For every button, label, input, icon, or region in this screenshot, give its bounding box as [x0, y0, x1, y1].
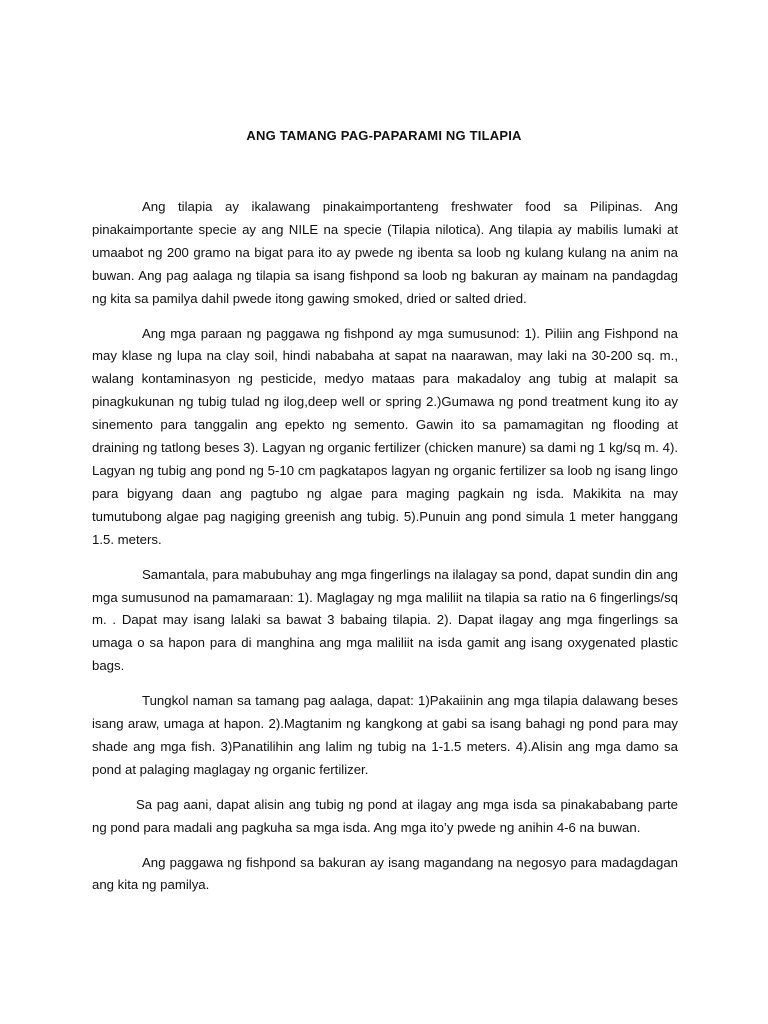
paragraph-harvest: Sa pag aani, dapat alisin ang tubig ng pond at ilagay ang mga isda sa pinakababang parte ng pond para madali ang pagkuha sa mga isda. Ang mga ito’y pwede ng anihin 4-6 na buwan. — [92, 796, 678, 835]
document-body — [92, 196, 678, 909]
document-title: ANG TAMANG PAG-PAPARAMI NG TILAPIA — [246, 128, 522, 143]
paragraph-conclusion: Ang paggawa ng fishpond sa bakuran ay isang magandang na negosyo para madagdagan ang kita ng pamilya. — [92, 854, 678, 893]
paragraph-fishpond-steps: Ang mga paraan ng paggawa ng fishpond ay mga sumusunod: 1). Piliin ang Fishpond na may klase ng lupa na clay soil, hindi nababaha at sapat na naarawan, may laki na 30-200 sq. m., walang kontaminasyon ng pesticide, medyo mataas para makadaloy ang tubig at malapit sa pinagkukunan ng tubig tulad ng ilog,deep well or spring 2.)Gumawa ng pond treatment kung ito ay sinemento para tanggalin ang epekto ng semento. Gawin ito sa pamamagitan ng flooding at draining ng tatlong beses 3). Lagyan ng organic fertilizer (chicken manure) sa dami ng 1 kg/sq m. 4). Lagyan ng tubig ang pond ng 5-10 cm pagkatapos lagyan ng organic fertilizer sa loob ng isang lingo para bigyang daan ang pagtubo ng algae para maging pagkain ng isda. Makikita na may tumutubong algae pag nagiging greenish ang tubig. 5).Punuin ang pond simula 1 meter hanggang 1.5. meters. — [92, 325, 678, 547]
paragraph-fingerlings: Samantala, para mabubuhay ang mga fingerlings na ilalagay sa pond, dapat sundin din ang mga sumusunod na pamamaraan: 1). Maglagay ng mga maliliit na tilapia sa ratio na 6 fingerlings/sq m. . Dapat may isang lalaki sa bawat 3 babaing tilapia. 2). Dapat ilagay ang mga fingerlings sa umaga o sa hapon para di manghina ang mga maliliit na isda gamit ang isang oxygenated plastic bags. — [92, 566, 678, 674]
paragraph-care: Tungkol naman sa tamang pag aalaga, dapat: 1)Pakaiinin ang mga tilapia dalawang beses isang araw, umaga at hapon. 2).Magtanim ng kangkong at gabi sa isang bahagi ng pond para may shade ang mga fish. 3)Panatilihin ang lalim ng tubig na 1-1.5 meters. 4).Alisin ang mga damo sa pond at palaging maglagay ng organic fertilizer. — [92, 693, 678, 777]
paragraph-introduction: Ang tilapia ay ikalawang pinakaimportanteng freshwater food sa Pilipinas. Ang pinakaimportante specie ay ang NILE na specie (Tilapia nilotica). Ang tilapia ay mabilis lumaki at umaabot ng 200 gramo na bigat para ito ay pwede ng ibenta sa loob ng kulang kulang na anim na buwan. Ang pag aalaga ng tilapia sa isang fishpond sa loob ng bakuran ay mainam na pandagdag ng kita sa pamilya dahil pwede itong gawing smoked, dried or salted dried. — [92, 199, 678, 306]
